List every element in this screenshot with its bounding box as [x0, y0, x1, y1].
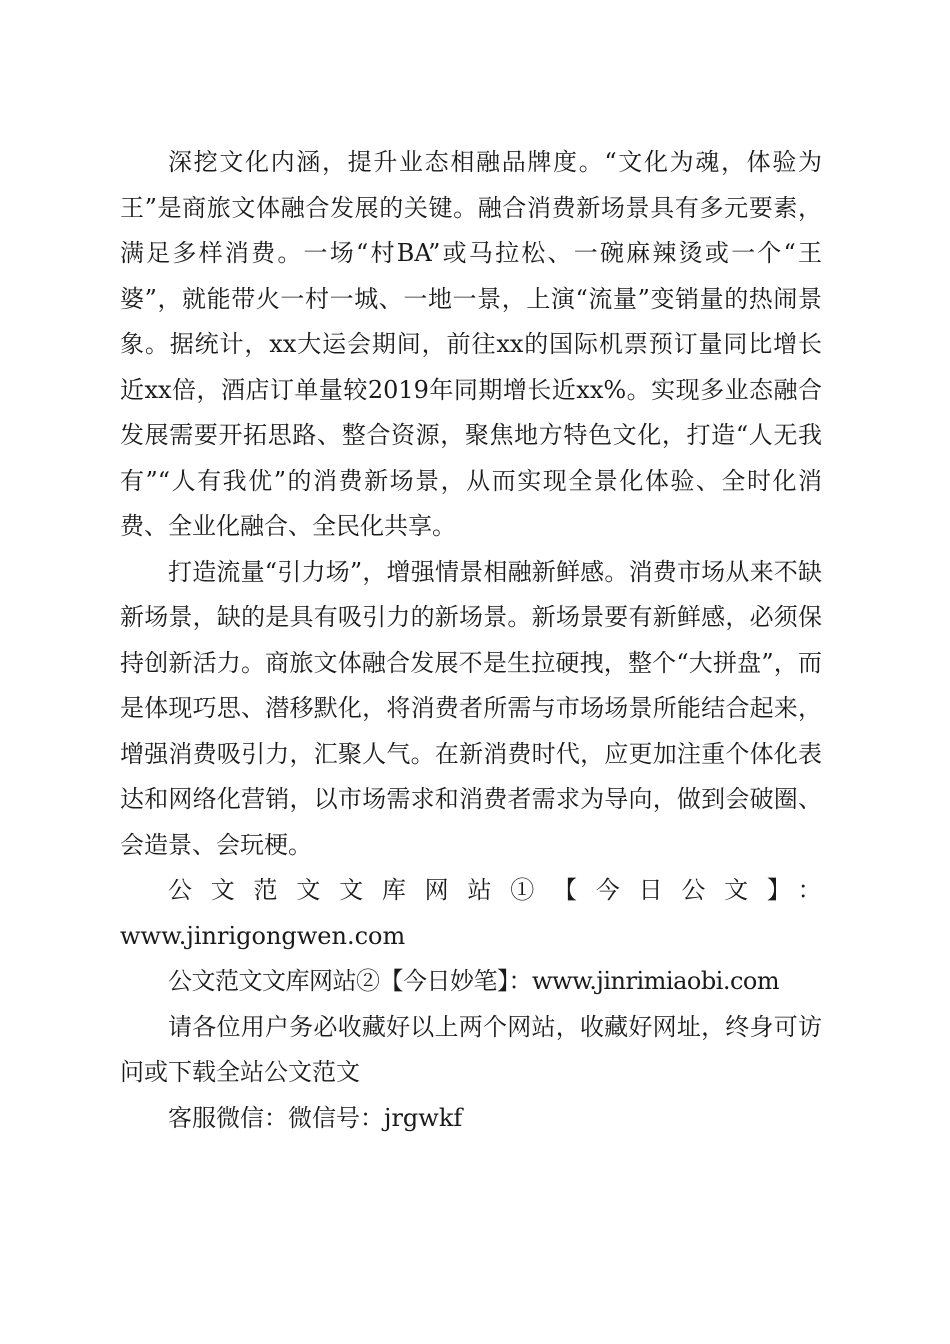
document-body — [120, 140, 822, 1141]
wechat-contact: 客服微信：微信号：jrgwkf — [168, 1103, 463, 1132]
site1-url[interactable]: www.jinrigongwen.com — [120, 921, 406, 950]
paragraph-traffic: 打造流量“引力场”，增强情景相融新鲜感。消费市场从来不缺新场景，缺的是具有吸引力的新场景。新场景要有新鲜感，必须保持创新活力。商旅文体融合发展不是生拉硬拽，整个“大拼盘”，而是体现巧思、潜移默化，将消费者所需与市场场景所能结合起来，增强消费吸引力，汇聚人气。在新消费时代，应更加注重个体化表达和网络化营销，以市场需求和消费者需求为导向，做到会破圈、会造景、会玩梗。 — [120, 557, 822, 859]
site2-line[interactable]: 公文范文文库网站②【今日妙笔】：www.jinrimiaobi.com — [168, 967, 780, 995]
site1-label: 公文范文文库网站①【今日公文】： — [168, 876, 822, 904]
paragraph-culture: 深挖文化内涵，提升业态相融品牌度。“文化为魂，体验为王”是商旅文体融合发展的关键。融合消费新场景具有多元要素，满足多样消费。一场“村BA”或马拉松、一碗麻辣烫或一个“王婆”，就能带火一村一城、一地一景，上演“流量”变销量的热闹景象。据统计，xx大运会期间，前往xx的国际机票预订量同比增长近xx倍，酒店订单量较2019年同期增长近xx%。实现多业态融合发展需要开拓思路、整合资源，聚焦地方特色文化，打造“人无我有”“人有我优”的消费新场景，从而实现全景化体验、全时化消费、全业化融合、全民化共享。 — [120, 148, 822, 540]
notice-text: 请各位用户务必收藏好以上两个网站，收藏好网址，终身可访问或下载全站公文范文 — [120, 1012, 822, 1086]
